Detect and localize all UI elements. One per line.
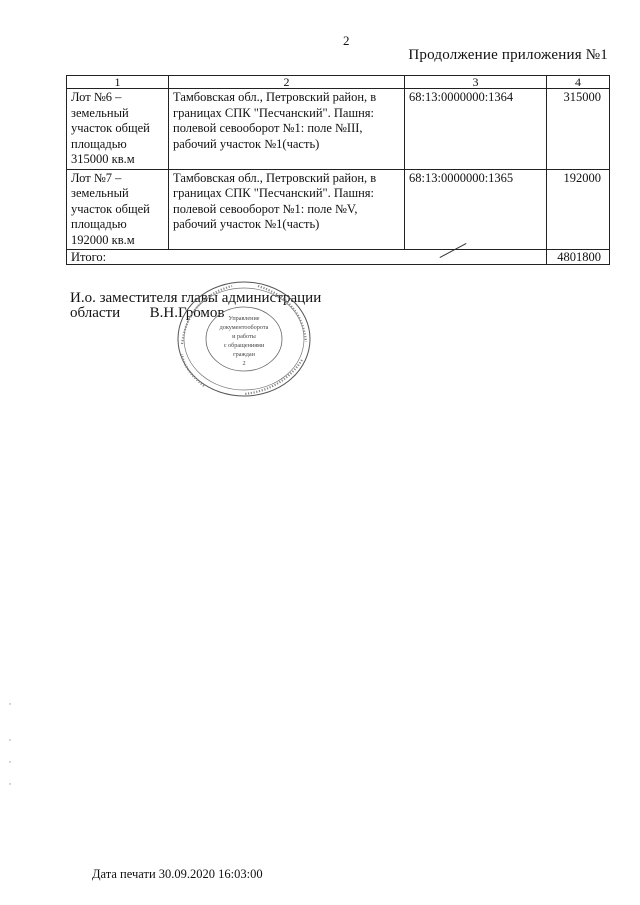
location-cell: Тамбовская обл., Петровский район, в границах СПК "Песчанский". Пашня: полевой севооборот №1: поле №V, рабочий участок №1(часть) <box>169 169 405 250</box>
location-cell: Тамбовская обл., Петровский район, в границах СПК "Песчанский". Пашня: полевой севооборот №1: поле №III, рабочий участок №1(часть) <box>169 89 405 170</box>
lot-cell: Лот №6 – земельный участок общей площадью 315000 кв.м <box>67 89 169 170</box>
stamp-text: граждан <box>233 351 255 358</box>
stamp-text: и работы <box>232 333 256 340</box>
scan-margin-marks <box>8 700 12 790</box>
stamp-text: 2 <box>242 360 246 367</box>
column-header: 2 <box>169 76 405 89</box>
column-header: 1 <box>67 76 169 89</box>
total-value: 4801800 <box>547 250 610 265</box>
stamp-text: с обращениями <box>223 342 265 349</box>
page-number: 2 <box>343 33 350 48</box>
lot-cell: Лот №7 – земельный участок общей площадью 192000 кв.м <box>67 169 169 250</box>
signatory-region: области <box>70 305 121 321</box>
signatory-name: В.Н.Громов <box>149 305 225 321</box>
appendix-label: Продолжение приложения №1 <box>408 47 608 63</box>
total-row <box>67 250 610 265</box>
column-header: 3 <box>405 76 547 89</box>
cadastral-cell: 68:13:0000000:1365 <box>405 169 547 250</box>
official-stamp <box>174 278 314 400</box>
lots-table <box>66 75 610 265</box>
total-label: Итого: <box>67 250 547 265</box>
cadastral-cell: 68:13:0000000:1364 <box>405 89 547 170</box>
area-cell: 192000 <box>547 169 610 250</box>
print-date: Дата печати 30.09.2020 16:03:00 <box>92 867 263 881</box>
table-header-row <box>67 76 610 89</box>
stamp-text: Управление <box>228 315 260 322</box>
area-cell: 315000 <box>547 89 610 170</box>
table-row <box>67 169 610 250</box>
column-header: 4 <box>547 76 610 89</box>
stamp-text: документооборота <box>219 324 269 331</box>
table-row <box>67 89 610 170</box>
signatory-title: И.о. заместителя главы администрации <box>70 290 322 306</box>
